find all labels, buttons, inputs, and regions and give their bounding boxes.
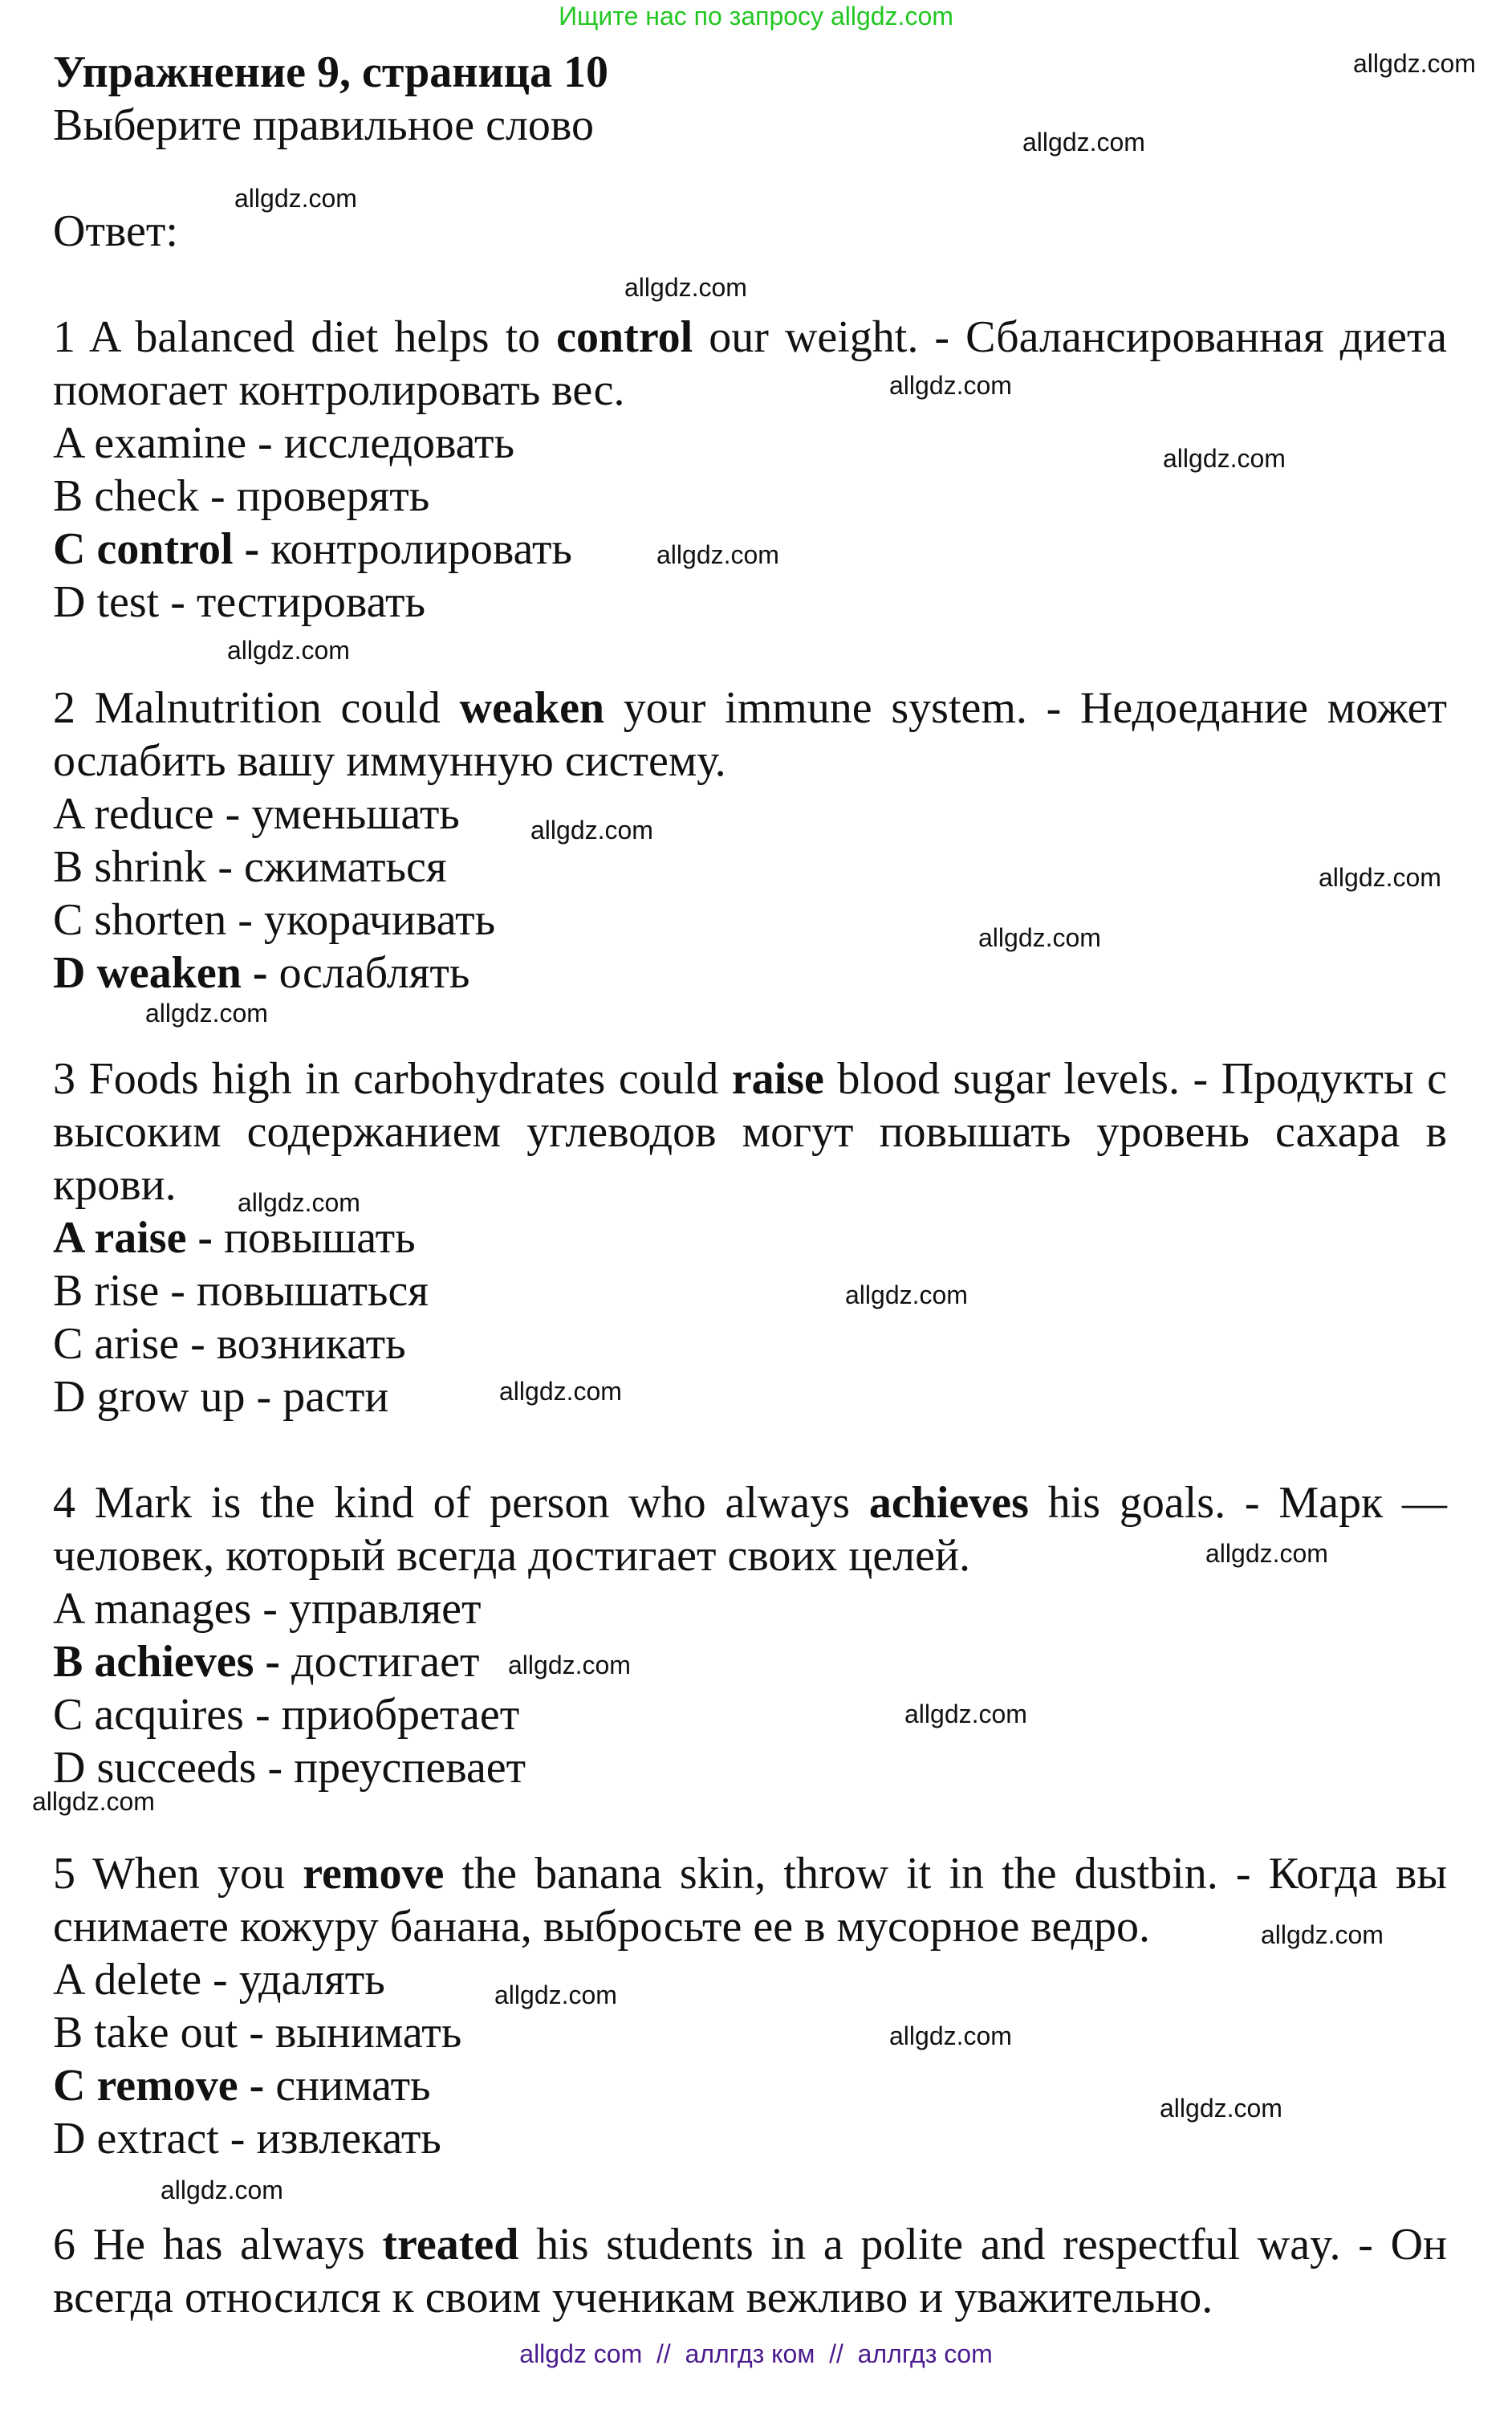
option-word: raise — [94, 1213, 187, 1263]
answer-word: raise — [731, 1054, 824, 1104]
watermark: allgdz.com — [845, 1280, 968, 1309]
option-word: remove — [96, 2061, 238, 2111]
watermark: allgdz.com — [227, 636, 350, 665]
option: D extract - извлекать — [53, 2114, 441, 2164]
watermark: allgdz.com — [1022, 128, 1145, 157]
option-letter: A — [53, 418, 83, 468]
option-letter: D — [53, 1743, 86, 1793]
question-block — [53, 682, 1447, 999]
option-translation: управляет — [288, 1584, 482, 1634]
option-translation: сжиматься — [244, 842, 447, 892]
option-translation: ослаблять — [278, 948, 470, 998]
watermark: allgdz.com — [508, 1651, 631, 1679]
option-letter: A — [53, 789, 83, 839]
watermark: allgdz.com — [530, 816, 653, 845]
answer-word: treated — [382, 2220, 519, 2269]
watermark: allgdz.com — [161, 2176, 283, 2204]
option-translation: уменьшать — [251, 789, 460, 839]
option-letter: A — [53, 1584, 83, 1634]
option: C acquires - приобретает — [53, 1690, 520, 1740]
question-sentence — [53, 311, 1447, 417]
sentence-text: blood sugar levels. - Продукты с высоким содержанием углеводов могут повышать уровень сахара в крови. — [53, 1054, 1447, 1210]
watermark: allgdz.com — [238, 1188, 360, 1217]
watermark: allgdz.com — [889, 2021, 1012, 2050]
watermark: allgdz.com — [1205, 1539, 1328, 1568]
option-word: acquires — [94, 1690, 244, 1740]
page-title: Упражнение 9, страница 10 — [53, 47, 609, 97]
option-word: reduce — [94, 789, 214, 839]
option-translation: извлекать — [256, 2114, 441, 2164]
option-word: succeeds — [96, 1743, 257, 1793]
option: A examine - исследовать — [53, 418, 515, 468]
option-word: check — [94, 471, 199, 521]
option-translation: проверять — [236, 471, 430, 521]
option: B shrink - сжиматься — [53, 842, 447, 892]
option-word: grow up — [96, 1372, 246, 1422]
question-block — [53, 1476, 1447, 1794]
option-word: test — [96, 577, 160, 627]
option-correct: B achieves - достигает — [53, 1637, 480, 1687]
watermark: allgdz.com — [656, 540, 779, 569]
watermark: allgdz.com — [32, 1787, 155, 1816]
option-translation: достигает — [291, 1637, 480, 1687]
option-letter: B — [53, 842, 83, 892]
exercise-instruction: Выберите правильное слово — [53, 100, 594, 150]
option: D test - тестировать — [53, 577, 426, 627]
option-word: shrink — [94, 842, 207, 892]
sentence-text: 5 When you — [53, 1849, 303, 1899]
sentence-text: 1 A balanced diet helps to — [53, 312, 557, 362]
option-translation: возникать — [216, 1319, 406, 1369]
watermark: allgdz.com — [1319, 863, 1441, 892]
option-word: manages — [94, 1584, 252, 1634]
option-translation: преуспевает — [294, 1743, 526, 1793]
watermark: allgdz.com — [624, 273, 747, 302]
question-sentence — [53, 682, 1447, 788]
watermark: allgdz.com — [1261, 1920, 1384, 1949]
option-letter: B — [53, 1637, 83, 1687]
option-letter: B — [53, 2008, 83, 2058]
answer-word: weaken — [459, 683, 605, 733]
sentence-text: 3 Foods high in carbohydrates could — [53, 1054, 732, 1104]
option-letter: C — [53, 524, 86, 574]
option-letter: A — [53, 1213, 83, 1263]
footer-watermark: allgdz com // аллгдз ком // аллгдз com — [519, 2339, 993, 2368]
option-translation: снимать — [275, 2061, 431, 2111]
option-word: control — [96, 524, 234, 574]
option-word: delete — [94, 1955, 202, 2005]
option: C shorten - укорачивать — [53, 895, 496, 945]
option-letter: D — [53, 1372, 86, 1422]
answer-word: control — [556, 312, 693, 362]
option-translation: приобретает — [281, 1690, 520, 1740]
option-translation: вынимать — [274, 2008, 462, 2058]
watermark: allgdz.com — [978, 923, 1101, 952]
question-block — [53, 1052, 1447, 1423]
option: D grow up - расти — [53, 1372, 389, 1422]
sentence-text: his goals. - Марк — человек, который всегда достигает своих целей. — [53, 1478, 1448, 1581]
option: D succeeds - преуспевает — [53, 1743, 526, 1793]
option-word: achieves — [94, 1637, 254, 1687]
option: B rise - повышаться — [53, 1266, 429, 1316]
answer-label: Ответ: — [53, 206, 178, 256]
option-correct: A raise - повышать — [53, 1213, 416, 1263]
sentence-text: 2 Malnutrition could — [53, 683, 460, 733]
option: C arise - возникать — [53, 1319, 406, 1369]
watermark: allgdz.com — [145, 999, 268, 1028]
option-letter: C — [53, 1690, 83, 1740]
option-letter: C — [53, 2061, 86, 2111]
option-correct: C remove - снимать — [53, 2061, 431, 2111]
option-correct: D weaken - ослаблять — [53, 948, 470, 998]
option-translation: тестировать — [196, 577, 426, 627]
option: A delete - удалять — [53, 1955, 385, 2005]
option-letter: B — [53, 1266, 83, 1316]
watermark: allgdz.com — [234, 184, 357, 213]
option-word: arise — [94, 1319, 180, 1369]
option-correct: C control - контролировать — [53, 524, 572, 574]
option-letter: C — [53, 895, 83, 945]
option-letter: D — [53, 948, 86, 998]
option-word: examine — [94, 418, 247, 468]
option-translation: контролировать — [270, 524, 572, 574]
watermark: allgdz.com — [889, 371, 1012, 400]
option-word: take out — [94, 2008, 238, 2058]
watermark: allgdz.com — [494, 1980, 617, 2009]
watermark: allgdz.com — [1353, 49, 1476, 78]
option-word: shorten — [94, 895, 227, 945]
question-list — [53, 311, 1447, 2324]
sentence-text: your immune system. - Недоедание может ослабить вашу иммунную систему. — [53, 683, 1447, 786]
watermark: allgdz.com — [1160, 2094, 1282, 2123]
watermark: allgdz.com — [499, 1377, 622, 1406]
option-word: rise — [94, 1266, 160, 1316]
option: A manages - управляет — [53, 1584, 482, 1634]
option-letter: B — [53, 471, 83, 521]
sentence-text: 6 He has always — [53, 2220, 383, 2269]
watermark: allgdz.com — [904, 1700, 1027, 1728]
option-letter: A — [53, 1955, 83, 2005]
sentence-text: his students in a polite and respectful way. - Он всегда относился к своим ученикам вежливо и уважительно. — [53, 2220, 1447, 2322]
question-sentence — [53, 1847, 1447, 1953]
option: A reduce - уменьшать — [53, 789, 460, 839]
option-translation: исследовать — [283, 418, 515, 468]
watermark: allgdz.com — [1163, 444, 1286, 473]
sentence-text: the banana skin, throw it in the dustbin. - Когда вы снимаете кожуру банана, выбросьте ее в мусорное ведро. — [53, 1849, 1447, 1952]
option-letter: C — [53, 1319, 83, 1369]
option-word: extract — [96, 2114, 219, 2164]
option-word: weaken — [96, 948, 242, 998]
option-translation: повышаться — [196, 1266, 429, 1316]
sentence-text: our weight. - Сбалансированная диета помогает контролировать вес. — [53, 312, 1448, 415]
question-block — [53, 2218, 1447, 2324]
answer-word: achieves — [868, 1478, 1029, 1528]
option-letter: D — [53, 577, 86, 627]
option-translation: укорачивать — [263, 895, 496, 945]
option-translation: повышать — [224, 1213, 416, 1263]
answer-word: remove — [303, 1849, 445, 1899]
option: B take out - вынимать — [53, 2008, 462, 2058]
option-translation: удалять — [238, 1955, 385, 2005]
option-translation: расти — [282, 1372, 389, 1422]
question-sentence — [53, 2218, 1447, 2324]
sentence-text: 4 Mark is the kind of person who always — [53, 1478, 869, 1528]
search-banner: Ищите нас по запросу allgdz.com — [559, 2, 953, 31]
option-letter: D — [53, 2114, 86, 2164]
option: B check - проверять — [53, 471, 430, 521]
